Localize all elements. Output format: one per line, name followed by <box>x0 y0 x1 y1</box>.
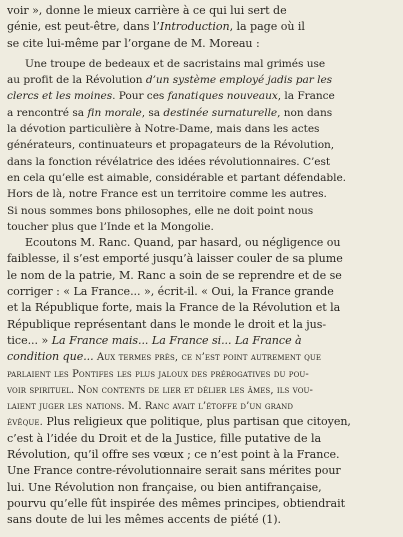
body-paragraph <box>7 235 397 528</box>
text-line: lui. Une Révolution non française, ou bien antifrançaise, <box>7 480 322 494</box>
text-line: c’est à l’idée du Droit et de la Justice, fille putative de la <box>7 431 322 445</box>
text-line: Ecoutons M. Ranc. Quand, par hasard, ou négligence ou <box>25 236 341 250</box>
text-run: , la France <box>277 90 335 103</box>
text-line: Hors de là, notre France est un territoire comme les autres. <box>7 188 327 201</box>
text-line: faiblesse, il s’est emporté jusqu’à laisser couler de sa plume <box>7 252 343 266</box>
text-line <box>7 398 397 414</box>
italic-run: fanatiques nouveaux <box>167 90 278 103</box>
text-line: Si nous sommes bons philosophes, elle ne doit point nous <box>7 204 314 217</box>
italic-run: La France mais... La France si... La France à <box>51 333 302 347</box>
small-caps-run: voir spirituel. Non contents de lier et délier les âmes, ils vou- <box>7 384 314 396</box>
small-caps-run: parlaient les Pontifes les plus jaloux des prérogatives du pou- <box>7 368 309 380</box>
text-line: toucher plus que l’Inde et la Mongolie. <box>7 220 214 233</box>
text-run: , la page où il <box>229 20 305 34</box>
small-caps-run: évêque. <box>7 417 43 429</box>
text-run: génie, est peut-être, dans l’ <box>7 20 160 34</box>
text-line: la dévotion particulière à Notre-Dame, mais dans les actes <box>7 123 320 136</box>
italic-run: fin morale <box>87 106 142 119</box>
text-line: Une France contre-révolutionnaire serait sans mérites pour <box>7 464 341 478</box>
italic-run: clercs et les moines <box>7 90 113 103</box>
text-line: pourvu qu’elle fût inspirée des mêmes principes, obtiendrait <box>7 496 345 510</box>
text-run: , sa <box>141 106 164 119</box>
text-line: Révolution, qu’il offre ses vœux ; ce n’est point à la France. <box>7 448 340 462</box>
text-line <box>7 19 397 35</box>
text-line: sans doute de lui les mêmes accents de piété (1). <box>7 513 282 527</box>
text-line: le nom de la patrie, M. Ranc a soin de se reprendre et de se <box>7 268 342 282</box>
text-run: tice... » <box>7 333 52 347</box>
text-line <box>7 72 397 88</box>
text-line: dans la fonction révélatrice des idées révolutionnaires. C’est <box>7 155 331 168</box>
small-caps-run: laient juger les nations. M. Ranc avait l’étoffe d’un grand <box>7 401 294 413</box>
text-line: voir », donne le mieux carrière à ce qui lui sert de <box>7 4 287 17</box>
text-run: a rencontré sa <box>7 106 88 119</box>
text-line: corriger : « La France... », écrit-il. « Oui, la France grande <box>7 285 334 299</box>
text-line <box>7 414 397 430</box>
text-line <box>7 366 397 382</box>
text-line: en cela qu’elle est aimable, considérable et partant défendable. <box>7 171 346 184</box>
intro-paragraph <box>7 3 397 52</box>
text-line <box>7 349 397 365</box>
text-line: Une troupe de bedeaux et de sacristains mal grimés use <box>25 57 326 70</box>
text-line <box>7 88 397 104</box>
small-caps-run: Aux termes près, ce n’est point autrement que <box>93 352 322 364</box>
italic-run: condition que... <box>7 350 94 364</box>
text-line: République représentant dans le monde le droit et la jus- <box>7 317 327 331</box>
text-run: au profit de la Révolution <box>7 74 146 87</box>
text-line: et la République forte, mais la France de la Révolution et la <box>7 301 341 315</box>
text-line <box>7 382 397 398</box>
italic-run: d’un système employé jadis par les <box>145 74 333 87</box>
text-line <box>7 105 397 121</box>
text-run: . Pour ces <box>112 90 168 103</box>
italic-run: Introduction <box>159 20 230 34</box>
italic-run: destinée surnaturelle <box>163 106 278 119</box>
text-run: , non dans <box>277 106 333 119</box>
text-line: générateurs, continuateurs et propagateurs de la Révolution, <box>7 139 335 152</box>
text-line <box>7 333 397 349</box>
text-line: se cite lui-même par l’organe de M. Moreau : <box>7 36 260 50</box>
text-run: Plus religieux que politique, plus partisan que citoyen, <box>42 415 351 429</box>
block-quote <box>7 56 397 235</box>
